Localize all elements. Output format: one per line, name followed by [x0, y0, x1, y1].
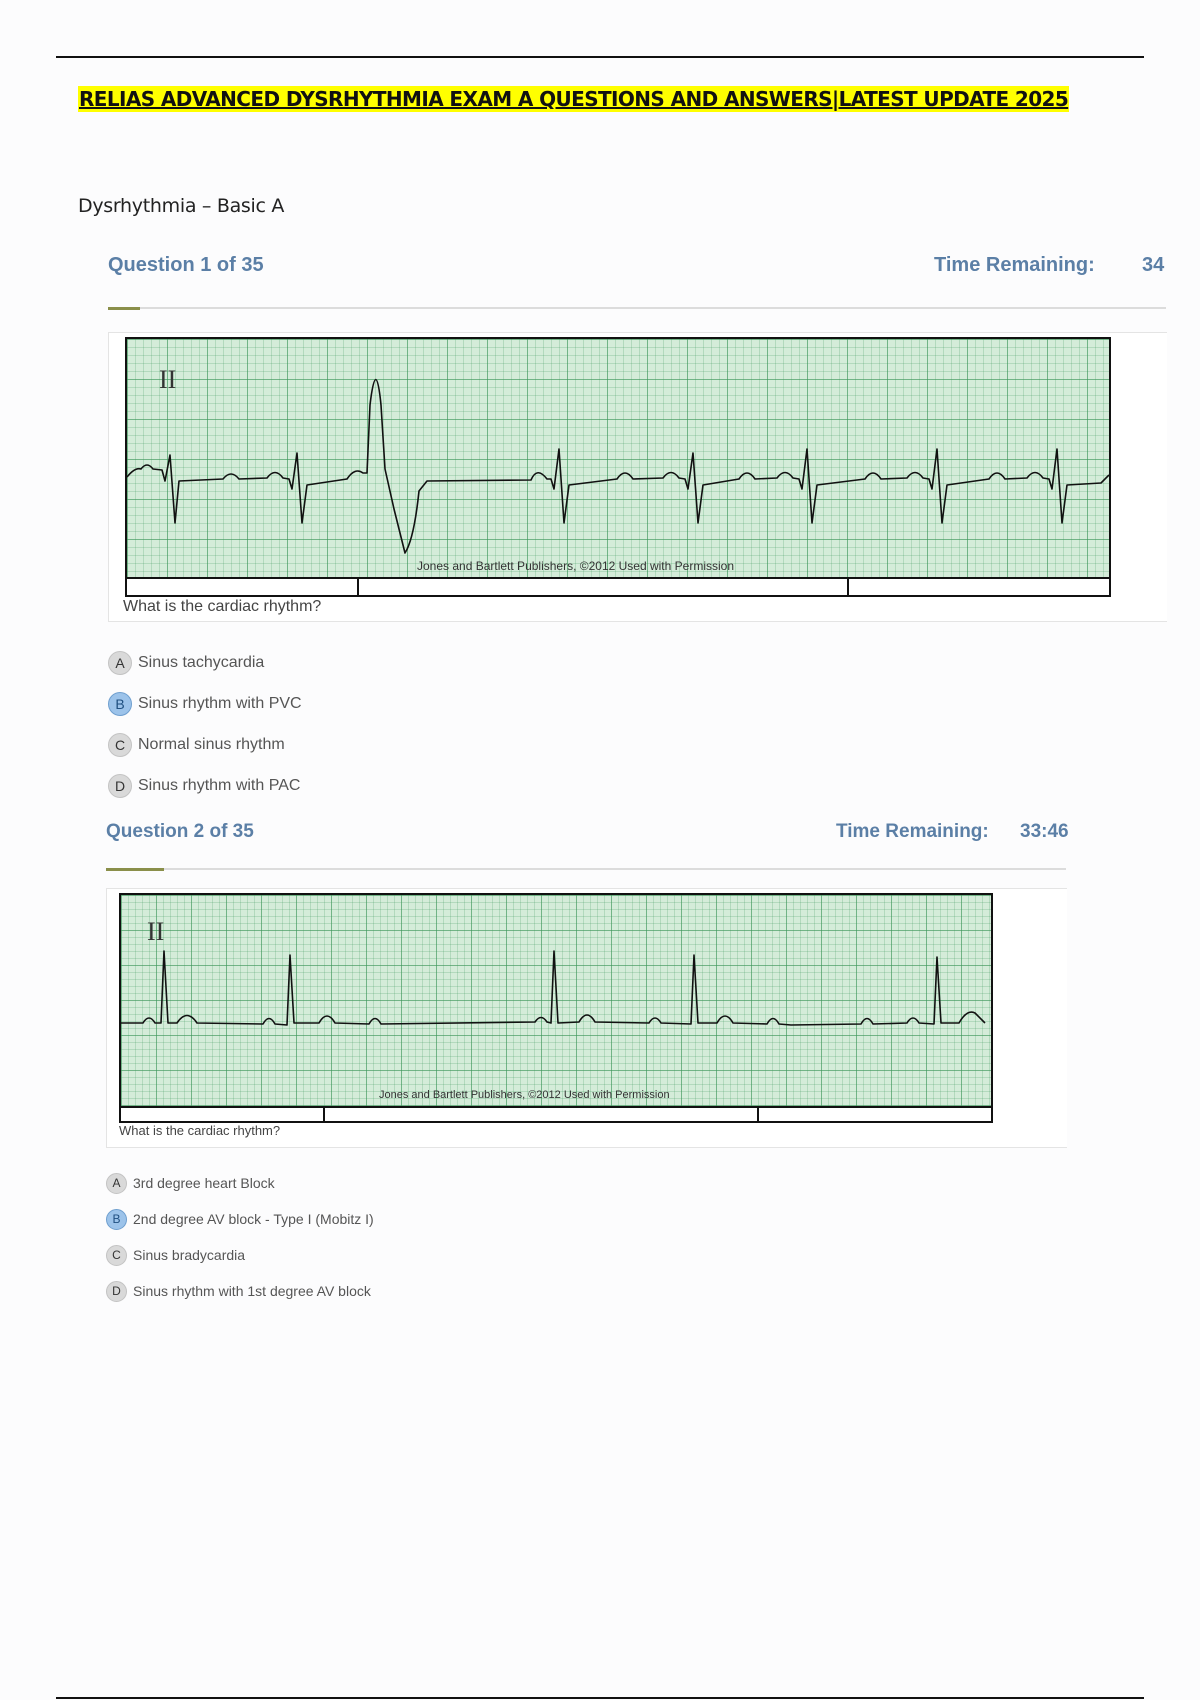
- option-letter-badge: B: [106, 1209, 127, 1230]
- option-text: Normal sinus rhythm: [138, 735, 285, 753]
- answer-options: [106, 1165, 374, 1309]
- image-credit: Jones and Bartlett Publishers, ©2012 Used with Permission: [379, 1089, 670, 1101]
- option-letter-badge: A: [108, 651, 132, 675]
- progress-fill: [108, 307, 140, 310]
- answer-option-c[interactable]: [106, 1237, 374, 1273]
- option-letter-badge: C: [106, 1245, 127, 1266]
- image-credit: Jones and Bartlett Publishers, ©2012 Used with Permission: [417, 559, 734, 573]
- ecg-strip: [119, 893, 993, 1123]
- option-letter-badge: D: [108, 774, 132, 798]
- timeline-tick: [757, 1108, 759, 1121]
- progress-track: [108, 307, 1166, 309]
- option-letter-badge: C: [108, 733, 132, 757]
- top-rule: [56, 56, 1144, 58]
- timeline-tick: [357, 579, 359, 595]
- strip-timeline: [127, 577, 1109, 595]
- answer-option-d[interactable]: [108, 765, 302, 806]
- timeline-tick: [847, 579, 849, 595]
- time-remaining-value: 34: [1142, 254, 1165, 276]
- time-remaining-label: Time Remaining:: [934, 254, 1095, 276]
- option-text: Sinus rhythm with PVC: [138, 694, 302, 712]
- option-text: 3rd degree heart Block: [133, 1175, 275, 1191]
- answer-option-d[interactable]: [106, 1273, 374, 1309]
- ecg-strip: [125, 337, 1111, 597]
- option-text: 2nd degree AV block - Type I (Mobitz I): [133, 1211, 374, 1227]
- ecg-waveform: [127, 339, 1109, 595]
- question-card: [108, 332, 1167, 622]
- bottom-rule: [56, 1697, 1144, 1699]
- option-letter-badge: A: [106, 1173, 127, 1194]
- question-card: [106, 888, 1067, 1148]
- time-remaining-label: Time Remaining:: [836, 821, 989, 842]
- option-letter-badge: D: [106, 1281, 127, 1302]
- progress-track: [106, 868, 1066, 870]
- option-text: Sinus tachycardia: [138, 653, 265, 671]
- question-prompt: What is the cardiac rhythm?: [123, 598, 322, 615]
- option-letter-badge: B: [108, 692, 132, 716]
- answer-options: [108, 642, 302, 806]
- answer-option-b[interactable]: [106, 1201, 374, 1237]
- option-text: Sinus rhythm with PAC: [138, 776, 301, 794]
- lead-label: II: [147, 917, 165, 946]
- answer-option-c[interactable]: [108, 724, 302, 765]
- timeline-tick: [323, 1108, 325, 1121]
- lead-label: II: [159, 365, 177, 394]
- ecg-waveform: [121, 895, 991, 1121]
- option-text: Sinus bradycardia: [133, 1247, 246, 1263]
- question-header: Question 1 of 35: [108, 254, 264, 276]
- document-title: RELIAS ADVANCED DYSRHYTHMIA EXAM A QUESTIONS AND ANSWERS|LATEST UPDATE 2025: [79, 87, 1069, 111]
- strip-timeline: [121, 1106, 991, 1121]
- answer-option-b[interactable]: [108, 683, 302, 724]
- progress-fill: [106, 868, 164, 871]
- time-remaining-value: 33:46: [1020, 821, 1069, 842]
- question-header: Question 2 of 35: [106, 821, 254, 842]
- answer-option-a[interactable]: [108, 642, 302, 683]
- answer-option-a[interactable]: [106, 1165, 374, 1201]
- document-subtitle: Dysrhythmia – Basic A: [78, 195, 285, 217]
- option-text: Sinus rhythm with 1st degree AV block: [133, 1283, 371, 1299]
- question-prompt: What is the cardiac rhythm?: [119, 1123, 281, 1138]
